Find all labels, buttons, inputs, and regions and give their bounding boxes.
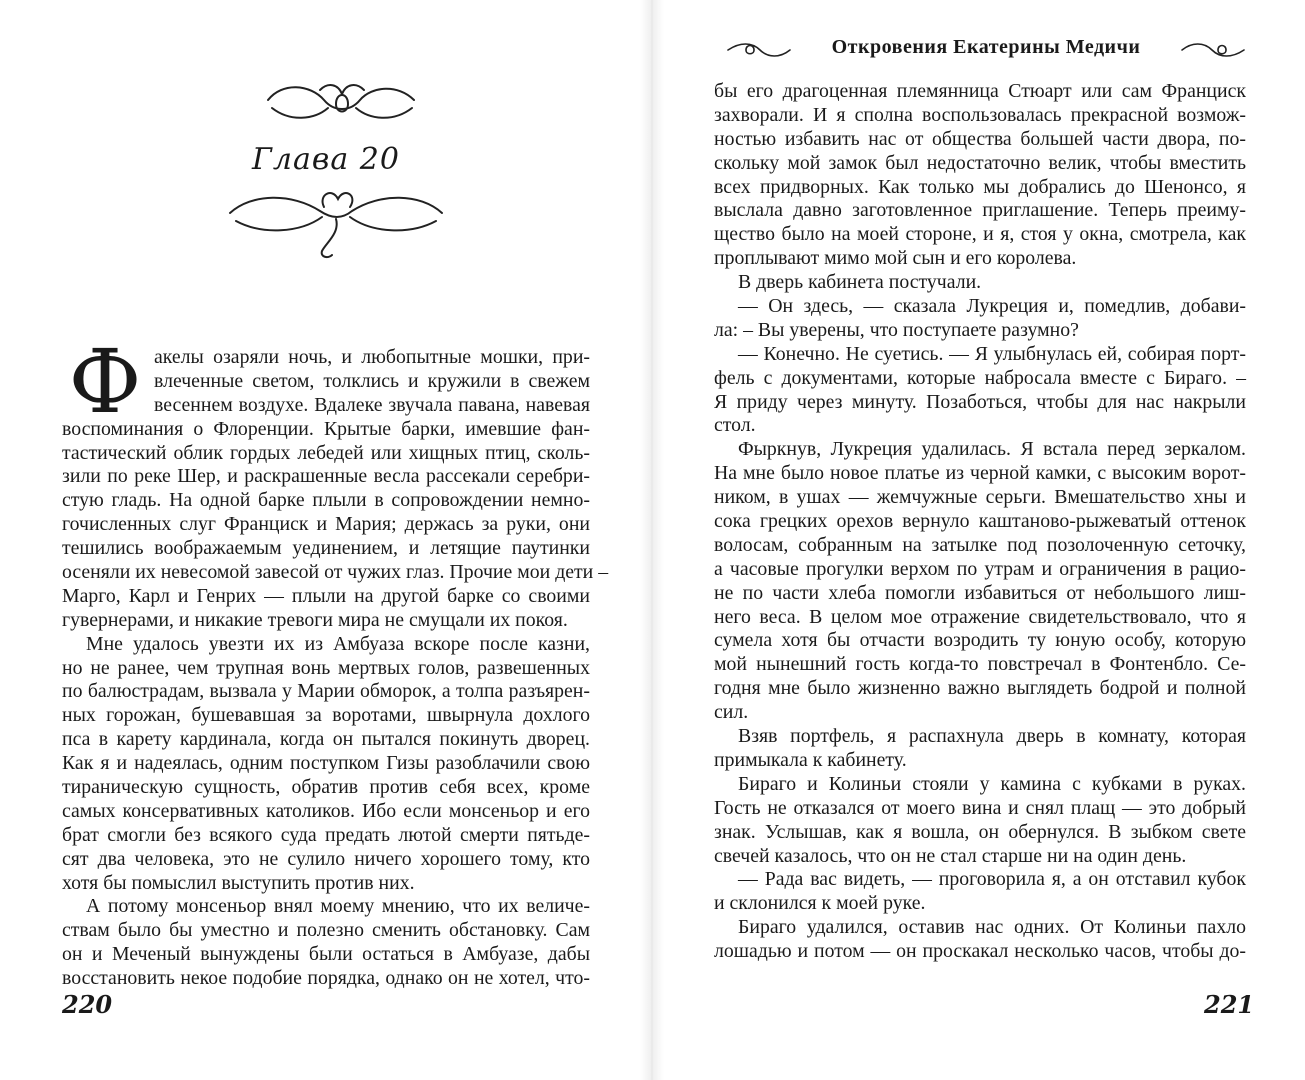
text-line: годня мне было жизненно важно выглядеть бодрой и полной: [714, 677, 1246, 700]
text-line: хотя бы помыслил выступить против них.: [62, 871, 415, 894]
text-line: стол.: [714, 414, 756, 437]
text-line: ностью избавить нас от общества большей части двора, по-: [714, 127, 1246, 150]
text-line: ником, в ушах — жемчужные серьги. Вмешательство хны и: [714, 486, 1246, 509]
text-line: по балюстрадам, вызвала у Марии обморок, а толпа разъярен-: [62, 680, 590, 703]
text-line: фель с документами, которые набросала вместе с Бираго. –: [714, 366, 1246, 389]
text-line: гувернерами, и никакие тревоги мира не смущали их покоя.: [62, 608, 568, 631]
text-line: сумела хотя бы отчасти возродить ту юную особу, которую: [714, 629, 1246, 652]
text-line: тастический облик гордых лебедей или хищных птиц, сколь-: [62, 441, 590, 464]
text-line: щество было на моей стороне, и я, стоя у окна, смотрела, как: [714, 223, 1246, 246]
text-line: выслала давно заготовленное приглашение. Теперь преиму-: [714, 199, 1246, 222]
text-line: сил.: [714, 701, 749, 724]
text-line: Я приду через минуту. Позаботься, чтобы для нас накрыли: [714, 390, 1246, 413]
text-line: восстановить некое подобие порядка, однако он не хотел, что-: [62, 967, 590, 990]
text-line: Марго, Карл и Генрих — плыли на другой барке со своими: [62, 584, 590, 607]
text-line: всех придворных. Как только мы добрались до Шенонсо, я: [714, 175, 1246, 198]
text-line: ствам было бы уместно и полезно сменить обстановку. Сам: [62, 919, 590, 942]
text-line: и склонился к моей руке.: [714, 892, 926, 915]
text-line: — Конечно. Не суетись. — Я улыбнулась ей, собирая порт-: [738, 342, 1246, 365]
text-line: но не ранее, чем трупная вонь мертвых голов, развешенных: [62, 656, 590, 679]
text-line: Гость не отказался от моего вина и снял плащ — это добрый: [714, 796, 1246, 819]
text-line: самых консервативных католиков. Ибо если монсеньор и его: [62, 799, 590, 822]
text-line: — Он здесь, — сказала Лукреция и, помедлив, добави-: [738, 295, 1246, 318]
text-line: гочисленных слуг Франциск и Мария; держась за руки, они: [62, 513, 590, 536]
text-line: мой нынешний гость когда-то повстречал в Фонтенбло. Се-: [714, 653, 1246, 676]
text-line: тешились воображаемым уединением, и летящие паутинки: [62, 537, 590, 560]
text-line: сят два человека, это не сулило ничего хорошего тому, кто: [62, 847, 590, 870]
text-line: бы его драгоценная племянница Стюарт или сам Франциск: [714, 80, 1246, 102]
text-line: сока грецких орехов вернуло каштаново-рыжеватый оттенок: [714, 510, 1246, 533]
text-line: захворали. И я сполна воспользовалась прекрасной возмож-: [714, 103, 1246, 126]
text-line: пса в карету кардинала, когда он пытался покинуть дворец.: [62, 728, 590, 751]
text-line: проплывают мимо мой сын и его королева.: [714, 247, 1077, 270]
chapter-title: Глава 20: [252, 142, 400, 177]
text-line: Фыркнув, Лукреция удалилась. Я встала перед зеркалом.: [738, 438, 1246, 461]
text-line: акелы озаряли ночь, и любопытные мошки, при-: [154, 346, 590, 368]
text-line: осеняли их невесомой завесой от чужих глаз. Прочие мои дети –: [62, 561, 609, 584]
text-line: него веса. В целом мое отражение свидетельствовало, что я: [714, 605, 1246, 628]
text-line: Бираго удалился, оставив нас одних. От Колиньи пахло: [738, 916, 1246, 939]
text-line: он и Меченый вынуждены были остаться в Амбуазе, дабы: [62, 943, 590, 966]
drop-cap: Ф: [68, 330, 142, 433]
text-line: Как я и надеялась, одним поступком Гизы разоблачили свою: [62, 752, 590, 775]
text-line: брат смогли без всякого суда предать лютой смерти пятьде-: [62, 823, 590, 846]
flourish-bottom-icon: [222, 185, 450, 263]
text-line: Бираго и Колиньи стояли у камина с кубками в руках.: [738, 772, 1246, 795]
head-flourish-right-icon: [1180, 40, 1246, 60]
text-line: Взяв портфель, я распахнула дверь в комнату, которая: [738, 725, 1246, 748]
right-page: [652, 0, 1305, 1080]
left-page: [0, 0, 652, 1080]
page-number-right: 221: [1204, 990, 1255, 1019]
text-line: не по части хлеба помогли избавиться от небольшого лиш-: [714, 581, 1246, 604]
text-line: На мне было новое платье из черной камки, с высоким ворот-: [714, 462, 1246, 485]
text-line: скольку мой замок был недостаточно велик, чтобы вместить: [714, 151, 1246, 174]
text-line: стую гладь. На одной барке плыли в сопровождении немно-: [62, 489, 590, 512]
text-line: лошадью и потом — он проскакал несколько часов, чтобы до-: [714, 940, 1246, 963]
text-line: примыкала к кабинету.: [714, 748, 907, 771]
running-head: Откровения Екатерины Медичи: [831, 36, 1141, 58]
text-line: тираническую сущность, обратив против себя всех, кроме: [62, 776, 590, 799]
text-line: А потому монсеньор внял моему мнению, что их величе-: [86, 895, 590, 918]
text-line: воспоминания о Флоренции. Крытые барки, имевшие фан-: [62, 417, 590, 440]
text-line: весеннем воздухе. Вдалеке звучала павана, навевая: [154, 393, 590, 416]
text-line: В дверь кабинета постучали.: [738, 271, 982, 294]
text-line: — Рада вас видеть, — проговорила я, а он отставил кубок: [738, 868, 1246, 891]
page-number-left: 220: [62, 990, 113, 1019]
text-line: ных горожан, бушевавшая за воротами, швырнула дохлого: [62, 704, 590, 727]
right-body-text: [714, 80, 1246, 964]
text-line: а часовые прогулки верхом по утрам и ограничения в рацио-: [714, 557, 1246, 580]
text-line: Мне удалось увезти их из Амбуаза вскоре после казни,: [86, 632, 590, 655]
text-line: влеченные светом, толклись и кружили в свежем: [154, 369, 590, 392]
text-line: волосам, собранным на затылке под позолоченную сеточку,: [714, 533, 1246, 556]
text-line: свечей казалось, что он не стал старше ни на один день.: [714, 844, 1187, 867]
left-body-text: [62, 346, 609, 991]
text-line: знак. Услышав, как я вошла, он обернулся. В зыбком свете: [714, 820, 1246, 843]
text-line: зили по реке Шер, и раскрашенные весла рассекали серебри-: [62, 465, 590, 488]
flourish-top-icon: [262, 78, 422, 130]
head-flourish-left-icon: [726, 40, 792, 60]
text-line: ла: – Вы уверены, что поступаете разумно?: [714, 318, 1079, 341]
